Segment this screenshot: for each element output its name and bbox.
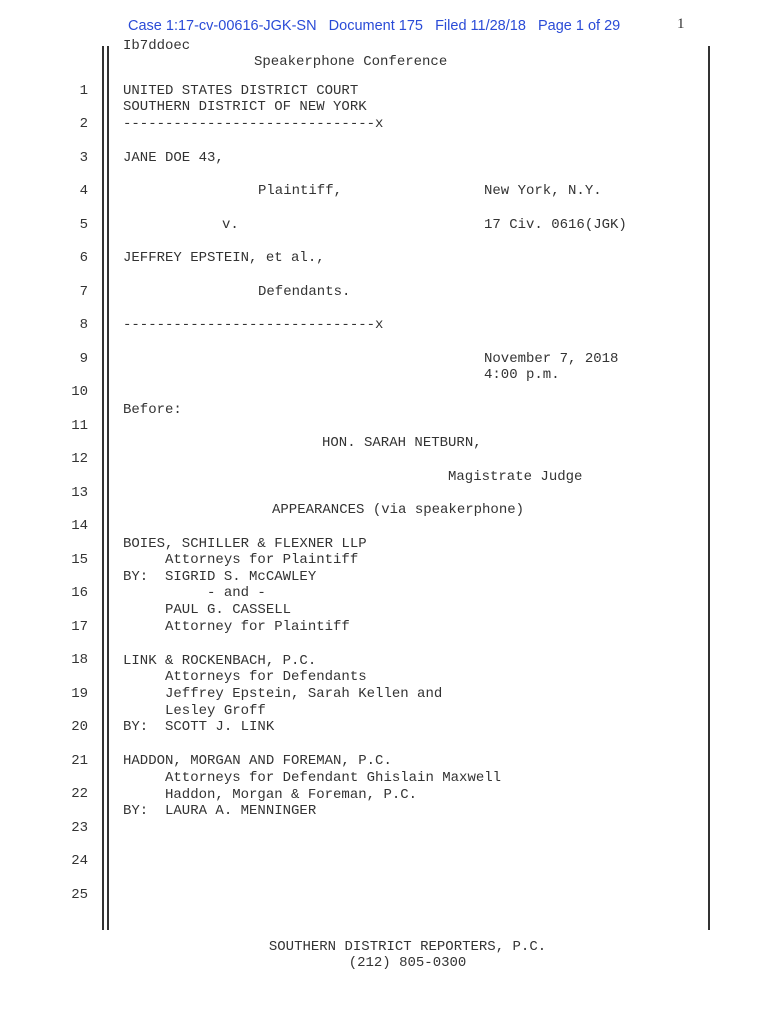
line-number: 9 [79,351,88,367]
stamp-case: Case 1:17-cv-00616-JGK-SN [128,18,317,34]
boies-and: - and - [123,585,266,601]
line-number: 7 [79,284,88,300]
line-number: 18 [71,652,88,668]
stamp-document: Document 175 [328,18,423,34]
footer-phone: (212) 805-0300 [348,955,467,971]
defendant-name: JEFFREY EPSTEIN, et al., [123,250,325,266]
line-number: 16 [71,585,88,601]
hearing-location: New York, N.Y. [484,183,602,199]
link-parties-1: Jeffrey Epstein, Sarah Kellen and [123,686,443,702]
left-margin-rule-outer [102,46,104,930]
line-number: 4 [79,183,88,199]
page-number: 1 [677,16,685,32]
link-role: Attorneys for Defendants [123,669,367,685]
line-number: 11 [71,418,88,434]
line-number: 12 [71,451,88,467]
hearing-date: November 7, 2018 [484,351,619,367]
line-number: 13 [71,485,88,501]
line-number: 8 [79,317,88,333]
left-margin-rule-inner [107,46,109,930]
link-parties-2: Lesley Groff [123,703,266,719]
line-number: 10 [71,384,88,400]
versus: v. [222,217,239,233]
line-number: 19 [71,686,88,702]
court-name: UNITED STATES DISTRICT COURT [123,83,359,99]
footer-reporter: SOUTHERN DISTRICT REPORTERS, P.C. [268,939,547,955]
haddon-firm: HADDON, MORGAN AND FOREMAN, P.C. [123,753,392,769]
boies-role: Attorneys for Plaintiff [123,552,359,568]
before-label: Before: [123,402,182,418]
court-district: SOUTHERN DISTRICT OF NEW YORK [123,99,367,115]
line-number: 23 [71,820,88,836]
header-title: Speakerphone Conference [254,54,448,70]
stamp-page: Page 1 of 29 [538,18,621,34]
boies-firm: BOIES, SCHILLER & FLEXNER LLP [123,536,367,552]
line-number: 22 [71,786,88,802]
case-number: 17 Civ. 0616(JGK) [484,217,627,233]
link-by: BY: SCOTT J. LINK [123,719,275,735]
plaintiff-name: JANE DOE 43, [123,150,224,166]
right-margin-rule [708,46,710,930]
cassell-role: Attorney for Plaintiff [123,619,350,635]
plaintiff-role: Plaintiff, [258,183,343,199]
defendant-role: Defendants. [258,284,351,300]
hearing-time: 4:00 p.m. [484,367,560,383]
haddon-firm-2: Haddon, Morgan & Foreman, P.C. [123,787,418,803]
caption-rule-bottom: ------------------------------x [123,317,384,333]
boies-by: BY: SIGRID S. McCAWLEY [123,569,317,585]
judge-name: HON. SARAH NETBURN, [322,435,482,451]
haddon-role: Attorneys for Defendant Ghislain Maxwell [123,770,502,786]
line-number: 6 [79,250,88,266]
link-firm: LINK & ROCKENBACH, P.C. [123,653,317,669]
line-number: 21 [71,753,88,769]
caption-rule-top: ------------------------------x [123,116,384,132]
filing-stamp [128,18,620,34]
line-number: 2 [79,116,88,132]
line-number: 25 [71,887,88,903]
header-code: Ib7ddoec [123,38,191,54]
haddon-by: BY: LAURA A. MENNINGER [123,803,317,819]
line-number: 17 [71,619,88,635]
line-number: 1 [79,83,88,99]
judge-title: Magistrate Judge [448,469,583,485]
line-number: 5 [79,217,88,233]
cassell-name: PAUL G. CASSELL [123,602,292,618]
line-number: 24 [71,853,88,869]
line-number: 20 [71,719,88,735]
line-number: 15 [71,552,88,568]
stamp-filed: Filed 11/28/18 [435,18,526,34]
line-number: 3 [79,150,88,166]
line-number: 14 [71,518,88,534]
appearances-heading: APPEARANCES (via speakerphone) [272,502,525,518]
